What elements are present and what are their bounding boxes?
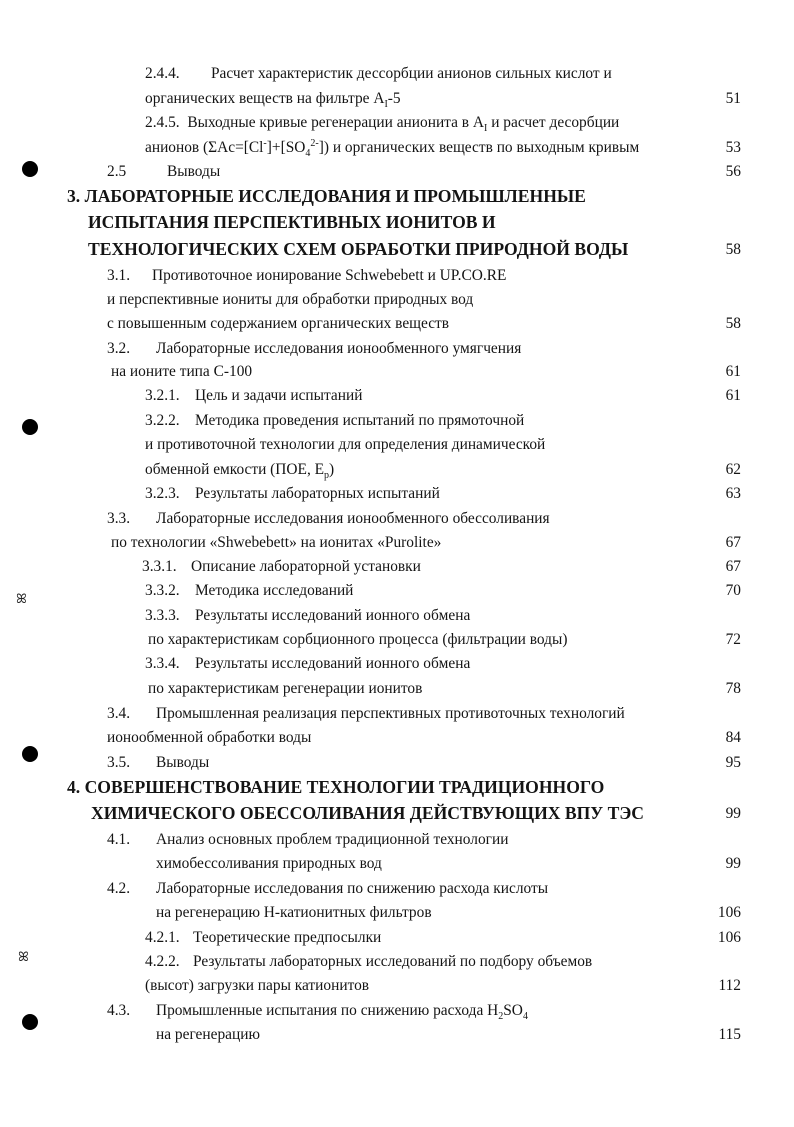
toc-3-3-1-title: Описание лабораторной установки bbox=[191, 558, 421, 575]
scan-mark-1: ꕤ bbox=[16, 592, 27, 607]
toc-3-3-2-number: 3.3.2. bbox=[145, 582, 180, 599]
toc-2-5-title: Выводы bbox=[167, 163, 221, 180]
toc-2-4-4-line1: Расчет характеристик дессорбции анионов сильных кислот и bbox=[211, 65, 612, 82]
toc-3-3-3-line2: по характеристикам сорбционного процесса (фильтрации воды) bbox=[148, 631, 568, 648]
binding-hole-1 bbox=[22, 161, 38, 177]
toc-2-4-5-line2: анионов $(\Sigma Ac=[Cl^-]+[SO_4^{2-}])$ и органических веществ по выходным кривым bbox=[145, 137, 640, 160]
toc-3-4-page[interactable]: 84 bbox=[725, 729, 741, 746]
toc-3-4-line2: ионообменной обработки воды bbox=[107, 729, 312, 746]
toc-3-5-title: Выводы bbox=[156, 754, 210, 771]
toc-4-2-line1: Лабораторные исследования по снижению расхода кислоты bbox=[156, 880, 549, 897]
toc-2-4-4-page[interactable]: 51 bbox=[725, 90, 741, 107]
toc-3-2-3-number: 3.2.3. bbox=[145, 485, 180, 502]
toc-4-2-line2: на регенерацию Н-катионитных фильтров bbox=[156, 904, 432, 921]
toc-4-2-2-page[interactable]: 112 bbox=[718, 977, 741, 994]
binding-hole-3 bbox=[22, 746, 38, 762]
toc-3-1-page[interactable]: 58 bbox=[725, 315, 741, 332]
chapter-3-page[interactable]: 58 bbox=[725, 241, 741, 258]
toc-3-2-line2: на ионите типа С-100 bbox=[111, 363, 253, 380]
toc-3-4-line1: Промышленная реализация перспективных противоточных технологий bbox=[156, 705, 625, 722]
toc-3-5-number: 3.5. bbox=[107, 754, 131, 771]
toc-4-1-number: 4.1. bbox=[107, 831, 131, 848]
toc-4-2-page[interactable]: 106 bbox=[717, 904, 741, 921]
chapter-3-title-line3: ТЕХНОЛОГИЧЕСКИХ СХЕМ ОБРАБОТКИ ПРИРОДНОЙ ВОДЫ bbox=[88, 239, 629, 259]
toc-3-3-line2: по технологии «Shwebebett» на ионитах «Purolite» bbox=[111, 534, 442, 551]
toc-3-3-3-line1: Результаты исследований ионного обмена bbox=[195, 607, 471, 624]
toc-3-3-line1: Лабораторные исследования ионообменного обессоливания bbox=[156, 510, 550, 527]
toc-3-4-number: 3.4. bbox=[107, 705, 131, 722]
toc-3-1-line2: и перспективные иониты для обработки природных вод bbox=[107, 291, 474, 308]
toc-4-3-number: 4.3. bbox=[107, 1002, 131, 1019]
toc-4-2-number: 4.2. bbox=[107, 880, 131, 897]
chapter-4-page[interactable]: 99 bbox=[725, 805, 741, 822]
chapter-3-title-line2: ИСПЫТАНИЯ ПЕРСПЕКТИВНЫХ ИОНИТОВ И bbox=[88, 212, 496, 232]
toc-3-1-line1: Противоточное ионирование Schwebebett и UP.CO.RE bbox=[152, 267, 507, 284]
toc-3-3-4-page[interactable]: 78 bbox=[725, 680, 741, 697]
binding-hole-2 bbox=[22, 419, 38, 435]
toc-3-3-3-page[interactable]: 72 bbox=[725, 631, 741, 648]
toc-4-1-line2: химобессоливания природных вод bbox=[156, 855, 382, 872]
toc-3-3-2-title: Методика исследований bbox=[195, 582, 354, 599]
toc-4-2-1-title: Теоретические предпосылки bbox=[193, 929, 382, 946]
toc-3-2-2-page[interactable]: 62 bbox=[725, 461, 741, 478]
toc-3-2-3-title: Результаты лабораторных испытаний bbox=[195, 485, 440, 502]
toc-3-2-1-title: Цель и задачи испытаний bbox=[195, 387, 363, 404]
toc-4-2-2-number: 4.2.2. bbox=[145, 953, 180, 970]
toc-4-2-1-number: 4.2.1. bbox=[145, 929, 180, 946]
toc-2-5-number: 2.5 bbox=[107, 163, 127, 180]
binding-hole-4 bbox=[22, 1014, 38, 1030]
toc-3-2-1-page[interactable]: 61 bbox=[725, 387, 741, 404]
toc-3-2-1-number: 3.2.1. bbox=[145, 387, 180, 404]
toc-2-4-4-number: 2.4.4. bbox=[145, 65, 180, 82]
toc-4-1-page[interactable]: 99 bbox=[725, 855, 741, 872]
toc-3-2-2-number: 3.2.2. bbox=[145, 412, 180, 429]
toc-2-4-4-line2: органических веществ на фильтре $А_I-5$ bbox=[145, 90, 401, 111]
toc-3-2-3-page[interactable]: 63 bbox=[725, 485, 741, 502]
toc-3-3-2-page[interactable]: 70 bbox=[725, 582, 741, 599]
toc-3-2-page[interactable]: 61 bbox=[725, 363, 741, 380]
chapter-3-title-line1: 3. ЛАБОРАТОРНЫЕ ИССЛЕДОВАНИЯ И ПРОМЫШЛЕННЫЕ bbox=[67, 186, 586, 206]
toc-4-1-line1: Анализ основных проблем традиционной технологии bbox=[156, 831, 509, 848]
toc-2-5-page[interactable]: 56 bbox=[725, 163, 741, 180]
chapter-4-title-line2: ХИМИЧЕСКОГО ОБЕССОЛИВАНИЯ ДЕЙСТВУЮЩИХ ВПУ ТЭС bbox=[91, 803, 644, 823]
toc-2-4-5-page[interactable]: 53 bbox=[725, 139, 741, 156]
toc-3-2-2-line1: Методика проведения испытаний по прямоточной bbox=[195, 412, 525, 429]
toc-3-5-page[interactable]: 95 bbox=[725, 754, 741, 771]
toc-3-3-4-line1: Результаты исследований ионного обмена bbox=[195, 655, 471, 672]
toc-3-2-2-line2: и противоточной технологии для определения динамической bbox=[145, 436, 546, 453]
toc-4-2-2-line1: Результаты лабораторных исследований по подбору объемов bbox=[193, 953, 593, 970]
toc-3-3-1-page[interactable]: 67 bbox=[725, 558, 741, 575]
scan-mark-2: ꕤ bbox=[18, 950, 29, 965]
toc-3-1-number: 3.1. bbox=[107, 267, 131, 284]
toc-3-3-number: 3.3. bbox=[107, 510, 131, 527]
toc-4-3-line2: на регенерацию bbox=[156, 1026, 260, 1043]
toc-3-2-2-line3: обменной емкости (ПОЕ, $Е_р$) bbox=[145, 461, 335, 482]
toc-3-1-line3: с повышенным содержанием органических веществ bbox=[107, 315, 450, 332]
toc-3-3-page[interactable]: 67 bbox=[725, 534, 741, 551]
toc-2-4-5-line1: 2.4.5. Выходные кривые регенерации анионита в $А_I$ и расчет десорбции bbox=[145, 114, 620, 135]
toc-3-2-number: 3.2. bbox=[107, 340, 131, 357]
toc-3-3-3-number: 3.3.3. bbox=[145, 607, 180, 624]
chapter-4-title-line1: 4. СОВЕРШЕНСТВОВАНИЕ ТЕХНОЛОГИИ ТРАДИЦИОННОГО bbox=[67, 777, 605, 797]
toc-3-3-1-number: 3.3.1. bbox=[142, 558, 177, 575]
toc-4-2-1-page[interactable]: 106 bbox=[717, 929, 741, 946]
toc-3-3-4-line2: по характеристикам регенерации ионитов bbox=[148, 680, 423, 697]
toc-3-2-line1: Лабораторные исследования ионообменного умягчения bbox=[156, 340, 522, 357]
toc-4-2-2-line2: (высот) загрузки пары катионитов bbox=[145, 977, 370, 994]
toc-3-3-4-number: 3.3.4. bbox=[145, 655, 180, 672]
toc-4-3-page[interactable]: 115 bbox=[718, 1026, 741, 1043]
toc-4-3-line1: Промышленные испытания по снижению расхода $H_2SO_4$ bbox=[156, 1002, 528, 1023]
